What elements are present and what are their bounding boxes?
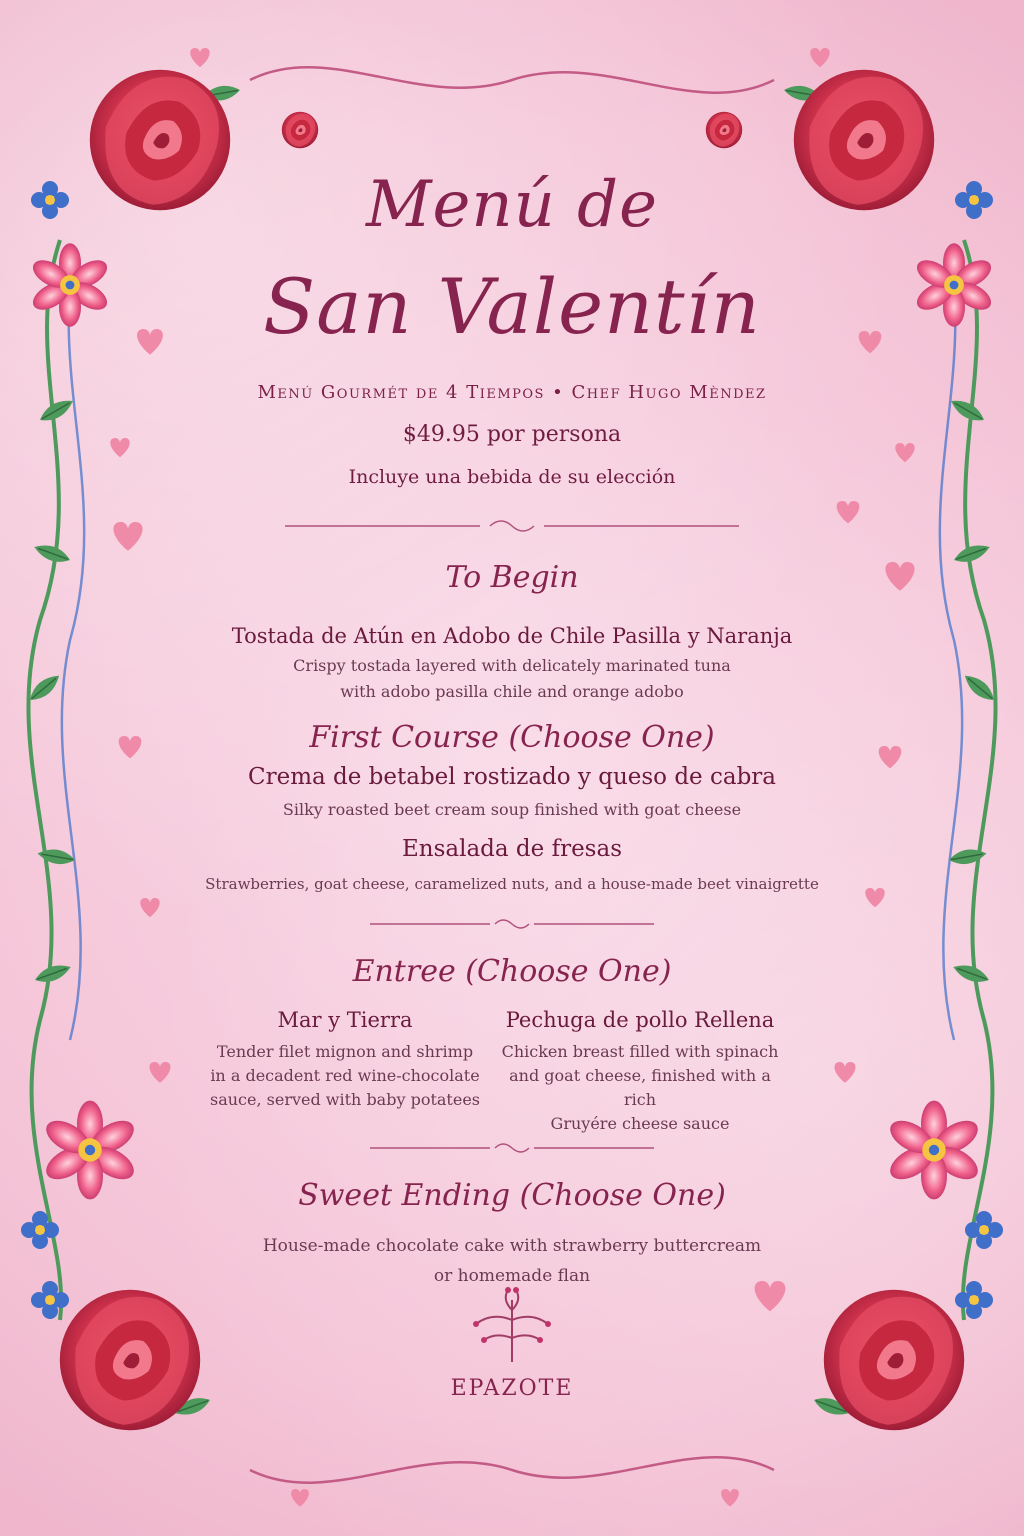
dish-mar-y-tierra-desc-3: sauce, served with baby potatees [209,1090,481,1109]
entree-left [200,1008,490,1112]
dish-ensalada-fresas-desc: Strawberries, goat cheese, caramelized nuts, and a house-made beet vinaigrette [205,875,819,893]
dish-tostada-desc-2: with adobo pasilla chile and orange adobo [340,682,684,701]
menu-price: $49.95 por persona [402,422,622,447]
brand-logo-text: EPAZOTE [450,1376,574,1401]
dessert-desc-2: or homemade flan [433,1266,591,1286]
section-heading-to-begin: To Begin [445,560,579,595]
menu-subtitle: Menú Gourmét de 4 Tiempos • Chef Hugo Mèndez [257,382,767,403]
dish-tostada-desc-1: Crispy tostada layered with delicately marinated tuna [293,656,731,675]
menu-title-line2: San Valentín [263,262,761,351]
dish-tostada: Tostada de Atún en Adobo de Chile Pasilla y Naranja [231,624,793,648]
menu-title-line1: Menú de [365,168,659,242]
dish-ensalada-fresas: Ensalada de fresas [401,836,623,862]
dish-mar-y-tierra-desc-1: Tender filet mignon and shrimp [216,1042,474,1061]
entree-right [495,1008,785,1136]
dish-pechuga-rellena-desc-3: Gruyére cheese sauce [550,1114,730,1133]
dish-pechuga-rellena-desc-1: Chicken breast filled with spinach [501,1042,779,1061]
menu-includes: Incluye una bebida de su elección [348,466,676,488]
section-heading-sweet-ending: Sweet Ending (Choose One) [298,1178,726,1213]
dish-crema-betabel: Crema de betabel rostizado y queso de cabra [247,764,776,790]
dish-mar-y-tierra-desc-2: in a decadent red wine-chocolate [210,1066,480,1085]
dish-crema-betabel-desc: Silky roasted beet cream soup finished with goat cheese [282,800,742,819]
dish-mar-y-tierra: Mar y Tierra [277,1008,413,1032]
section-heading-first-course: First Course (Choose One) [309,720,715,755]
dish-pechuga-rellena-desc-2: and goat cheese, finished with a rich [509,1066,771,1109]
section-heading-entree: Entree (Choose One) [352,954,672,989]
dessert-desc-1: House-made chocolate cake with strawberry buttercream [262,1236,762,1256]
dish-pechuga-rellena: Pechuga de pollo Rellena [505,1008,775,1032]
